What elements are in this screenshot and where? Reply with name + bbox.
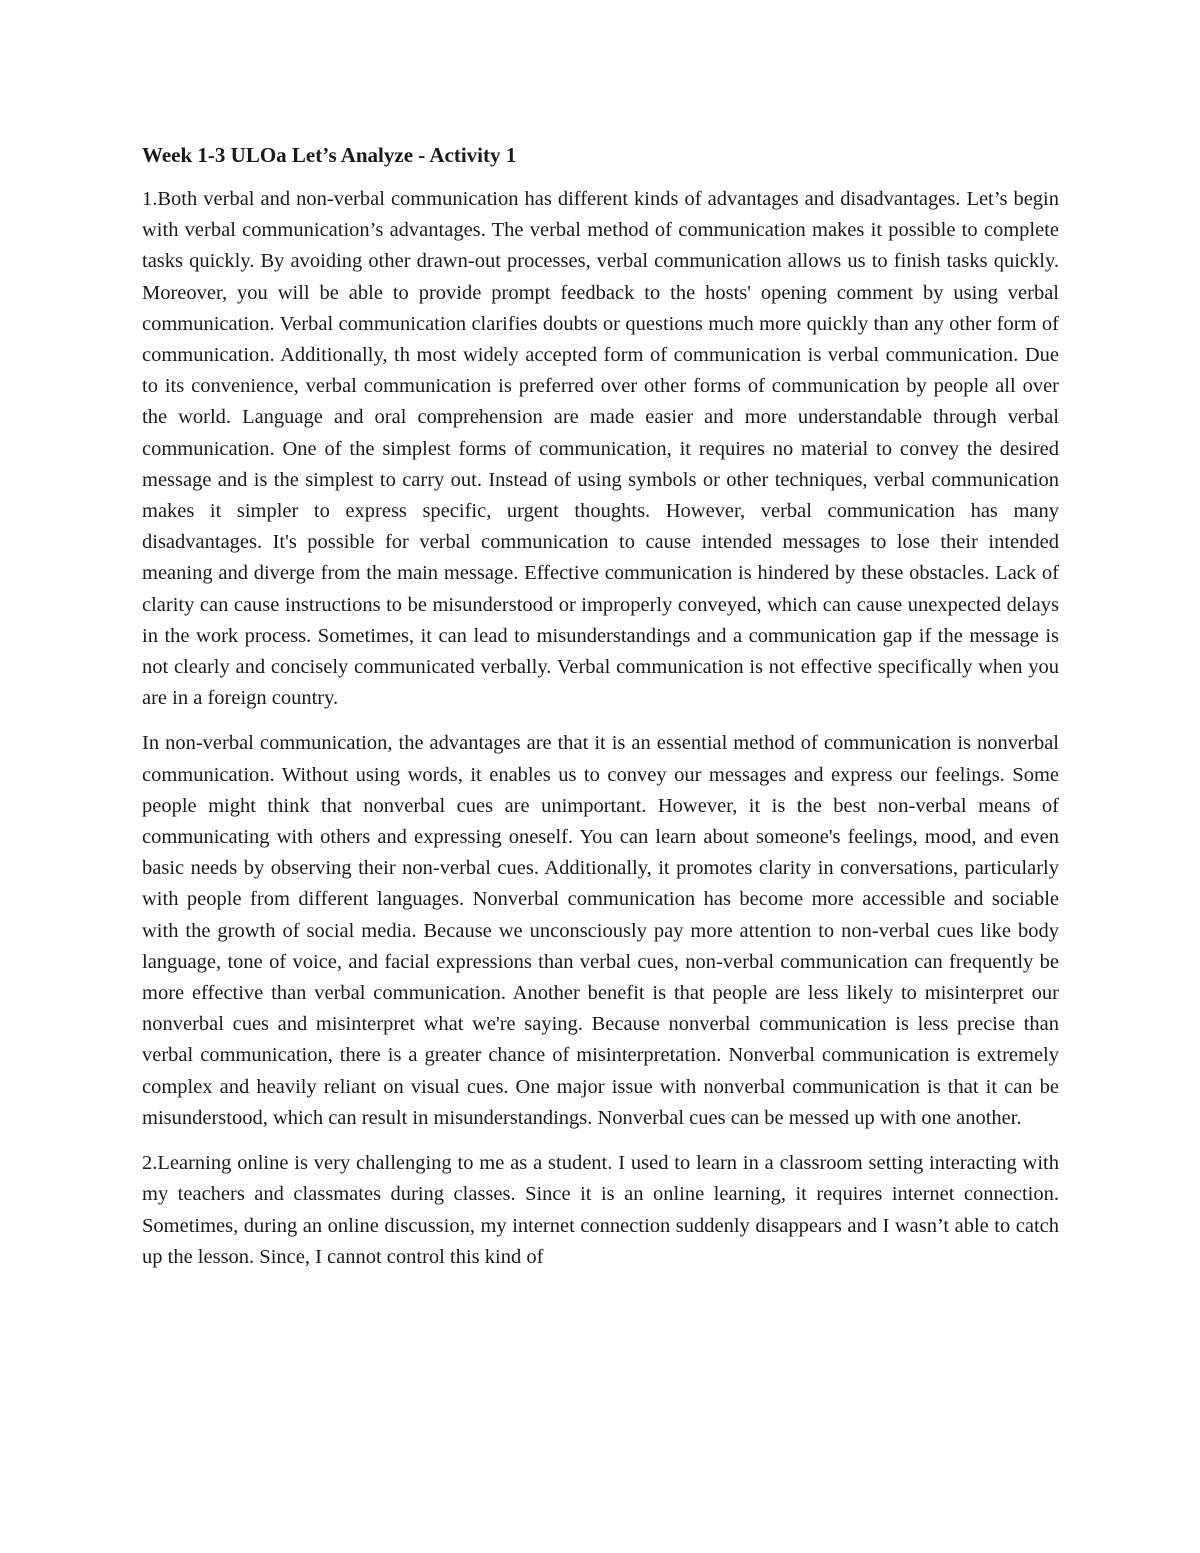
paragraph-nonverbal-communication: In non-verbal communication, the advantages are that it is an essential method of communication is nonverbal communication. Without using words, it enables us to convey our messages and express our feelings. Some people might think that nonverbal cues are unimportant. However, it is the best non-verbal means of communicating with others and expressing oneself. You can learn about someone's feelings, mood, and even basic needs by observing their non-verbal cues. Additionally, it promotes clarity in conversations, particularly with people from different languages. Nonverbal communication has become more accessible and sociable with the growth of social media. Because we unconsciously pay more attention to non-verbal cues like body language, tone of voice, and facial expressions than verbal cues, non-verbal communication can frequently be more effective than verbal communication. Another benefit is that people are less likely to misinterpret our nonverbal cues and misinterpret what we're saying. Because nonverbal communication is less precise than verbal communication, there is a greater chance of misinterpretation. Nonverbal communication is extremely complex and heavily reliant on visual cues. One major issue with nonverbal communication is that it can be misunderstood, which can result in misunderstandings. Nonverbal cues can be messed up with one another. — [142, 732, 1059, 1129]
document-page — [142, 138, 1059, 1287]
paragraph-online-learning: 2.Learning online is very challenging to me as a student. I used to learn in a classroom setting interacting with my teachers and classmates during classes. Since it is an online learning, it requires internet connection. Sometimes, during an online discussion, my internet connection suddenly disappears and I wasn’t able to catch up the lesson. Since, I cannot control this kind of — [142, 1152, 1059, 1268]
paragraph-verbal-communication: 1.Both verbal and non-verbal communication has different kinds of advantages and disadvantages. Let’s begin with verbal communication’s advantages. The verbal method of communication makes it possible to complete tasks quickly. By avoiding other drawn-out processes, verbal communication allows us to finish tasks quickly. Moreover, you will be able to provide prompt feedback to the hosts' opening comment by using verbal communication. Verbal communication clarifies doubts or questions much more quickly than any other form of communication. Additionally, th most widely accepted form of communication is verbal communication. Due to its convenience, verbal communication is preferred over other forms of communication by people all over the world. Language and oral comprehension are made easier and more understandable through verbal communication. One of the simplest forms of communication, it requires no material to convey the desired message and is the simplest to carry out. Instead of using symbols or other techniques, verbal communication makes it simpler to express specific, urgent thoughts. However, verbal communication has many disadvantages. It's possible for verbal communication to cause intended messages to lose their intended meaning and diverge from the main message. Effective communication is hindered by these obstacles. Lack of clarity can cause instructions to be misunderstood or improperly conveyed, which can cause unexpected delays in the work process. Sometimes, it can lead to misunderstandings and a communication gap if the message is not clearly and concisely communicated verbally. Verbal communication is not effective specifically when you are in a foreign country. — [142, 188, 1059, 710]
document-title: Week 1-3 ULOa Let’s Analyze - Activity 1 — [142, 143, 517, 167]
